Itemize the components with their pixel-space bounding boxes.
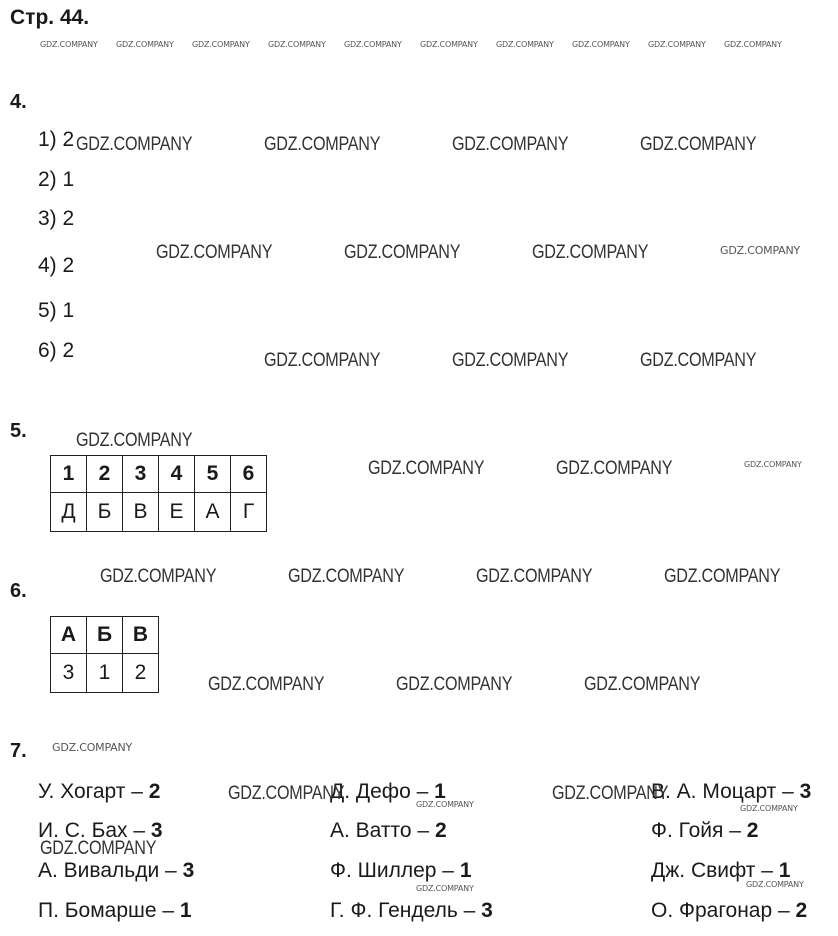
matching-item: Ф. Шиллер – 1: [330, 859, 472, 882]
watermark: GDZ.COMPANY: [156, 242, 273, 263]
matching-item: А. Вивальди – 3: [38, 859, 195, 882]
watermark: GDZ.COMPANY: [116, 40, 174, 49]
table-cell: 3: [51, 654, 87, 693]
table-cell: В: [123, 493, 159, 532]
task-4-answer-3: 3) 2: [38, 207, 75, 230]
table-header-cell: В: [123, 617, 159, 654]
table-header-cell: 1: [51, 456, 87, 493]
table-cell: Д: [51, 493, 87, 532]
task-7-number: 7.: [10, 740, 27, 762]
table-header-cell: Б: [87, 617, 123, 654]
task-6-number: 6.: [10, 580, 27, 602]
task-5-table: [50, 455, 267, 532]
matching-item: В. А. Моцарт – 3: [651, 780, 812, 803]
task-4-answer-5: 5) 1: [38, 299, 75, 322]
task-4-answer-4: 4) 2: [38, 254, 75, 277]
watermark: GDZ.COMPANY: [416, 800, 474, 809]
matching-item: У. Хогарт – 2: [38, 780, 161, 803]
table-header-cell: 2: [87, 456, 123, 493]
task-4-number: 4.: [10, 91, 27, 113]
watermark: GDZ.COMPANY: [724, 40, 782, 49]
watermark: GDZ.COMPANY: [264, 350, 381, 371]
watermark: GDZ.COMPANY: [496, 40, 554, 49]
watermark: GDZ.COMPANY: [396, 674, 513, 695]
table-cell: Б: [87, 493, 123, 532]
matching-item: И. С. Бах – 3: [38, 819, 163, 842]
watermark: GDZ.COMPANY: [76, 430, 193, 451]
watermark: GDZ.COMPANY: [640, 134, 757, 155]
table-cell: 2: [123, 654, 159, 693]
watermark: GDZ.COMPANY: [740, 804, 798, 813]
watermark: GDZ.COMPANY: [416, 884, 474, 893]
matching-item: А. Ватто – 2: [330, 819, 447, 842]
watermark: GDZ.COMPANY: [264, 134, 381, 155]
watermark: GDZ.COMPANY: [208, 674, 325, 695]
watermark: GDZ.COMPANY: [268, 40, 326, 49]
watermark: GDZ.COMPANY: [52, 741, 133, 754]
watermark: GDZ.COMPANY: [100, 566, 217, 587]
task-5-number: 5.: [10, 420, 27, 442]
matching-item: Ф. Гойя – 2: [651, 819, 759, 842]
table-cell: 1: [87, 654, 123, 693]
table-cell: А: [195, 493, 231, 532]
watermark: GDZ.COMPANY: [664, 566, 781, 587]
task-4-answer-2: 2) 1: [38, 168, 75, 191]
matching-item: О. Фрагонар – 2: [651, 899, 808, 922]
watermark: GDZ.COMPANY: [40, 838, 157, 859]
table-cell: Е: [159, 493, 195, 532]
watermark: GDZ.COMPANY: [476, 566, 593, 587]
matching-item: П. Бомарше – 1: [38, 899, 192, 922]
table-header-cell: 5: [195, 456, 231, 493]
watermark: GDZ.COMPANY: [40, 40, 98, 49]
table-cell: Г: [231, 493, 267, 532]
watermark: GDZ.COMPANY: [76, 134, 193, 155]
task-4-answer-6: 6) 2: [38, 339, 75, 362]
watermark: GDZ.COMPANY: [192, 40, 250, 49]
watermark: GDZ.COMPANY: [452, 350, 569, 371]
watermark: GDZ.COMPANY: [720, 244, 801, 257]
table-header-cell: 3: [123, 456, 159, 493]
page-title: Стр. 44.: [10, 6, 90, 29]
watermark: GDZ.COMPANY: [746, 880, 804, 889]
watermark: GDZ.COMPANY: [420, 40, 478, 49]
watermark: GDZ.COMPANY: [344, 242, 461, 263]
watermark: GDZ.COMPANY: [584, 674, 701, 695]
watermark: GDZ.COMPANY: [532, 242, 649, 263]
watermark: GDZ.COMPANY: [552, 783, 669, 804]
watermark: GDZ.COMPANY: [344, 40, 402, 49]
task-6-table: [50, 616, 159, 693]
matching-item: Д. Дефо – 1: [330, 780, 446, 803]
matching-item: Г. Ф. Гендель – 3: [330, 899, 493, 922]
table-header-cell: А: [51, 617, 87, 654]
watermark: GDZ.COMPANY: [228, 783, 345, 804]
watermark: GDZ.COMPANY: [572, 40, 630, 49]
task-4-answer-1: 1) 2: [38, 128, 75, 151]
watermark: GDZ.COMPANY: [288, 566, 405, 587]
watermark: GDZ.COMPANY: [640, 350, 757, 371]
watermark: GDZ.COMPANY: [368, 458, 485, 479]
watermark: GDZ.COMPANY: [648, 40, 706, 49]
table-header-cell: 4: [159, 456, 195, 493]
table-header-cell: 6: [231, 456, 267, 493]
watermark: GDZ.COMPANY: [452, 134, 569, 155]
matching-item: Дж. Свифт – 1: [651, 859, 791, 882]
watermark: GDZ.COMPANY: [744, 460, 802, 469]
watermark: GDZ.COMPANY: [556, 458, 673, 479]
